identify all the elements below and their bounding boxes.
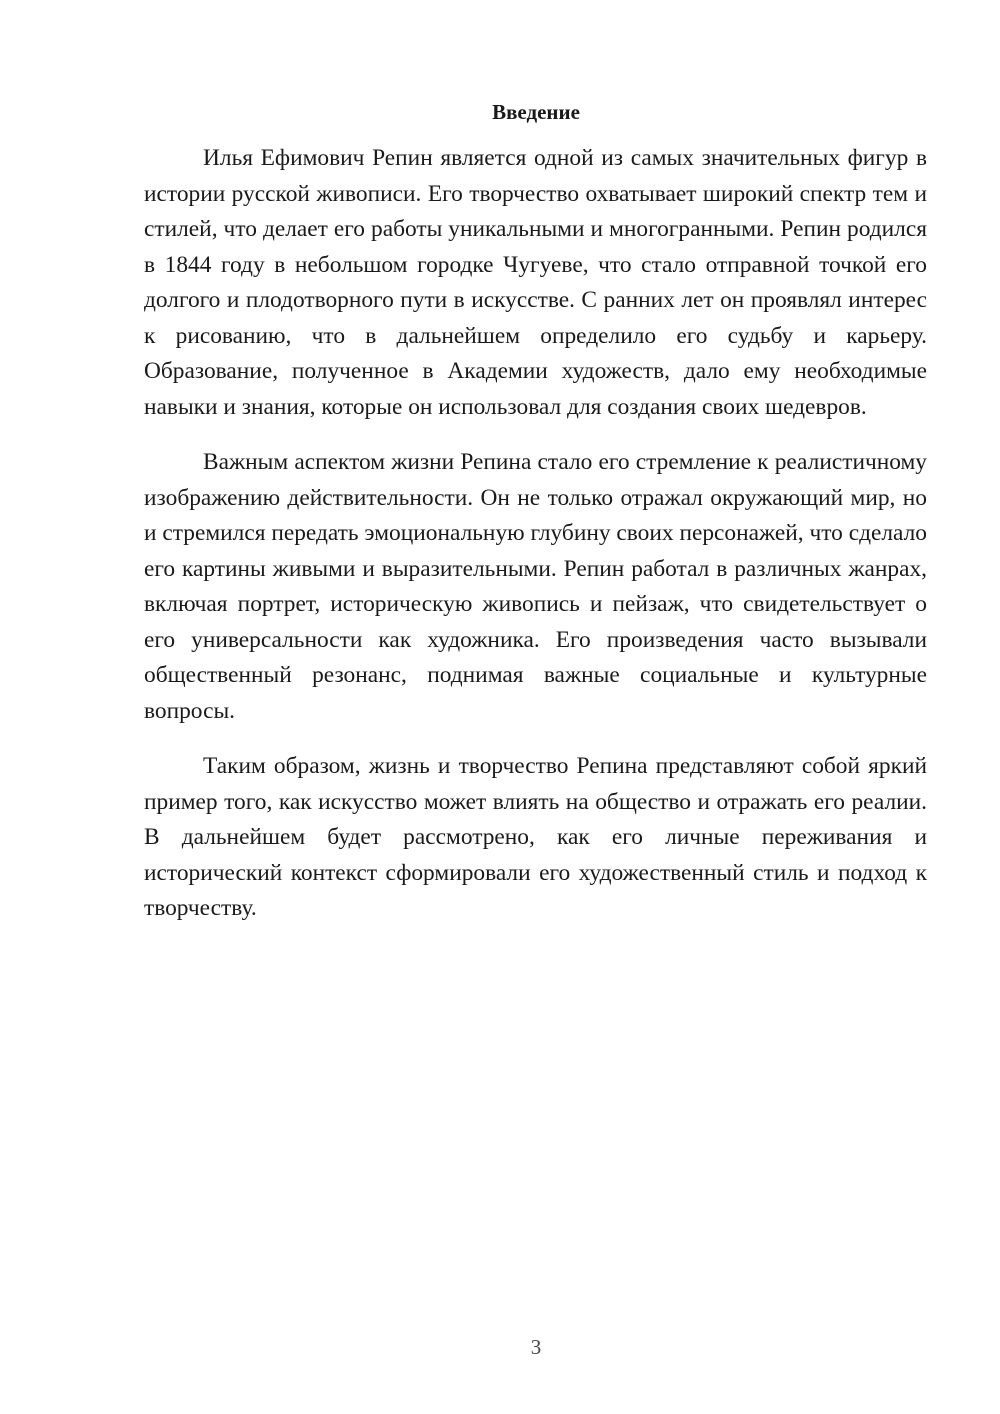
- page-number: 3: [530, 1335, 542, 1359]
- page-title: Введение: [492, 100, 580, 124]
- paragraph: Важным аспектом жизни Репина стало его стремление к реалистичному изображению действительности. Он не только отражал окружающий мир, но и стремился передать эмоциональную глубину своих персонажей, что сделало его картины живыми и выразительными. Репин работал в различных жанрах, включая портрет, историческую живопись и пейзаж, что свидетельствует о его универсальности как художника. Его произведения часто вызывали общественный резонанс, поднимая важные социальные и культурные вопросы.: [144, 449, 927, 724]
- paragraph: Илья Ефимович Репин является одной из самых значительных фигур в истории русской живописи. Его творчество охватывает широкий спектр тем и стилей, что делает его работы уникальными и многогранными. Репин родился в 1844 году в небольшом городке Чугуеве, что стало отправной точкой его долгого и плодотворного пути в искусстве. С ранних лет он проявлял интерес к рисованию, что в дальнейшем определило его судьбу и карьеру. Образование, полученное в Академии художеств, дало ему необходимые навыки и знания, которые он использовал для создания своих шедевров.: [144, 145, 927, 420]
- paragraph: Таким образом, жизнь и творчество Репина представляют собой яркий пример того, как искусство может влиять на общество и отражать его реалии. В дальнейшем будет рассмотрено, как его личные переживания и исторический контекст сформировали его художественный стиль и подход к творчеству.: [144, 753, 927, 921]
- body-text: [144, 141, 927, 927]
